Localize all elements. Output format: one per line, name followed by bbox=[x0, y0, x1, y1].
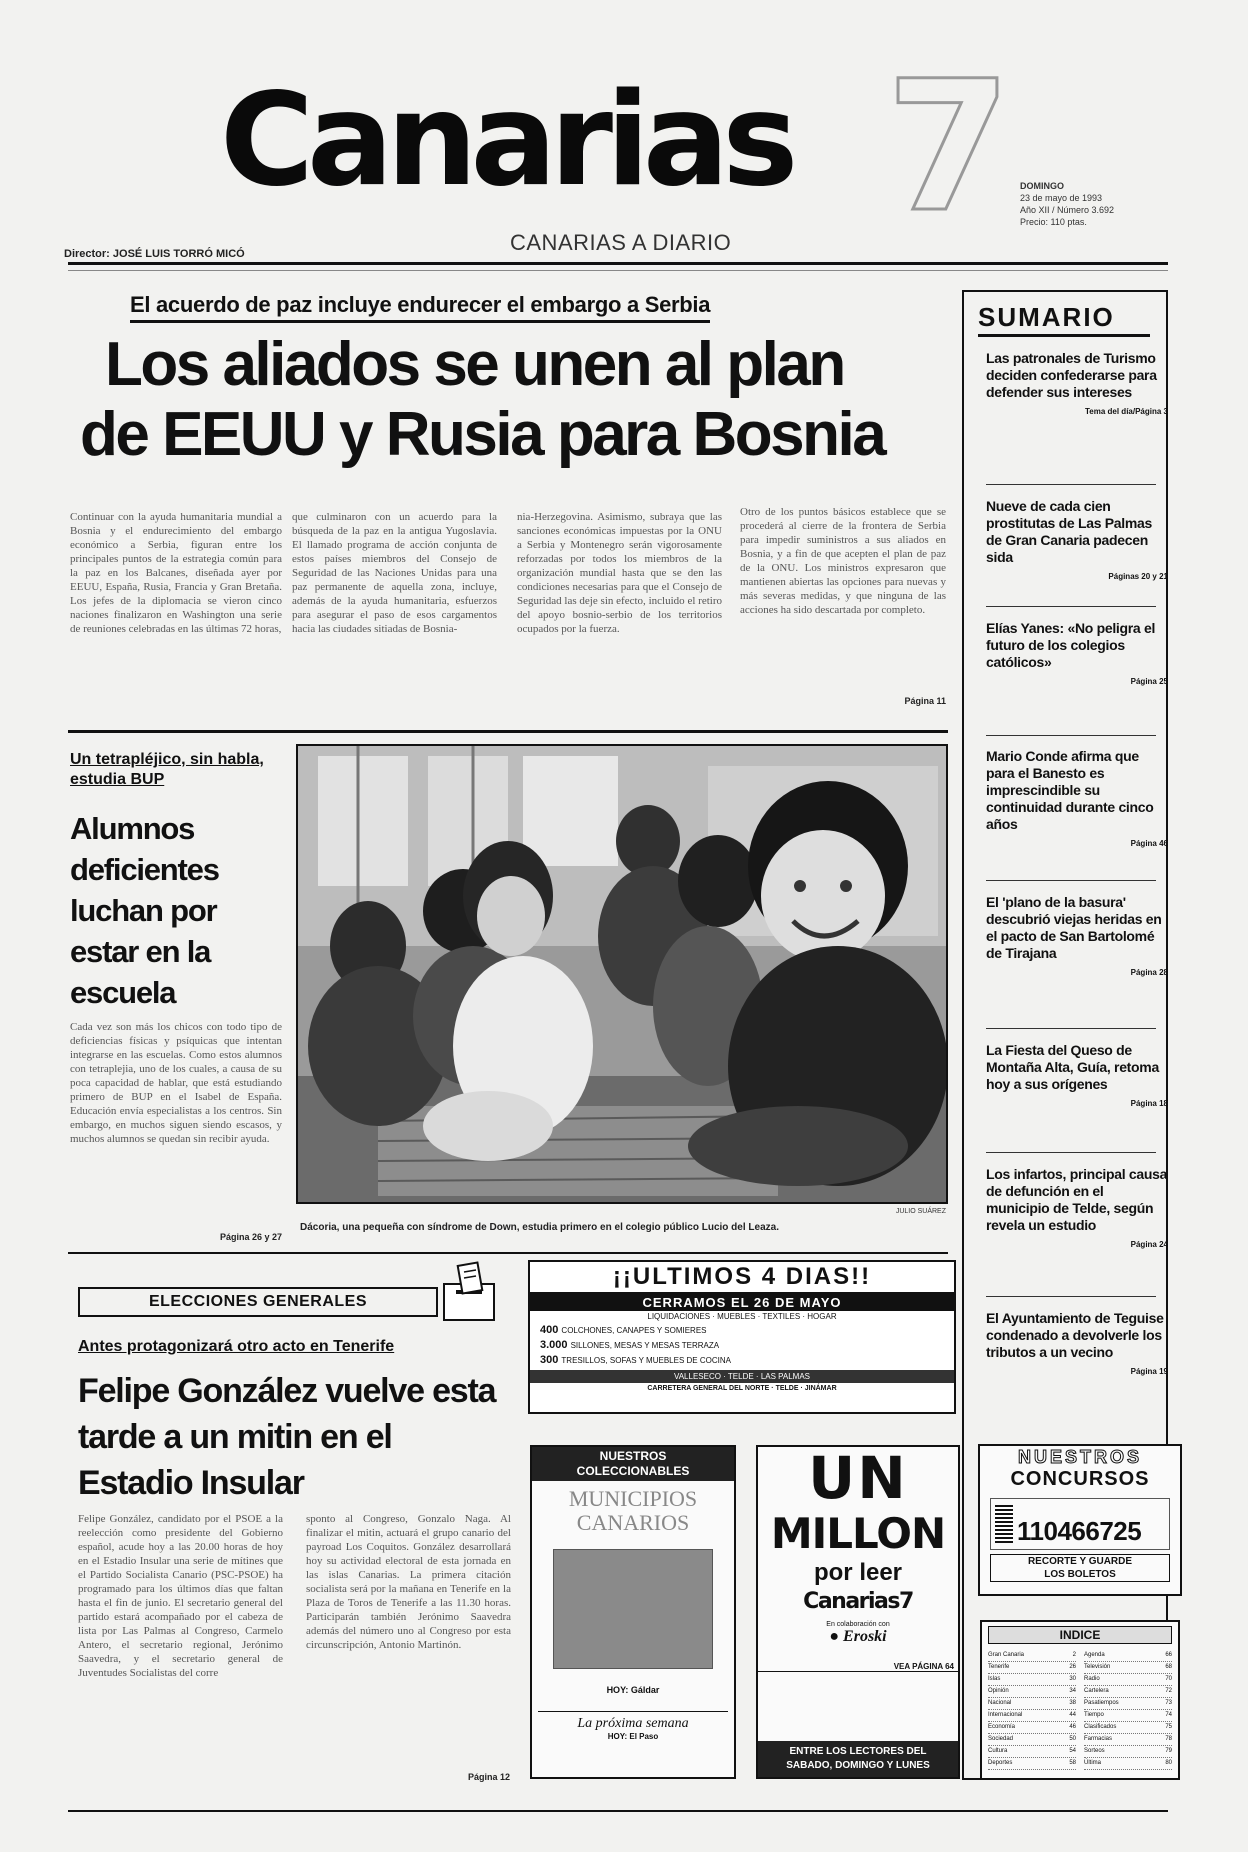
index-section: Deportes bbox=[988, 1760, 1013, 1766]
sale-line-5 bbox=[530, 1353, 954, 1368]
index-row[interactable] bbox=[988, 1650, 1076, 1662]
index-section: Cartelera bbox=[1084, 1688, 1109, 1694]
index-section: Farmacias bbox=[1084, 1736, 1113, 1742]
index-section: Sorteos bbox=[1084, 1748, 1105, 1754]
sumario-item-4[interactable] bbox=[986, 748, 1168, 848]
sumario-item-4-text: Mario Conde afirma que para el Banesto es imprescindible su continuidad durante cinco años bbox=[986, 748, 1154, 832]
index-section: Televisión bbox=[1084, 1664, 1111, 1670]
sumario-item-1[interactable] bbox=[986, 350, 1168, 416]
index-row[interactable] bbox=[1084, 1746, 1172, 1758]
collectibles-today: HOY: Gáldar bbox=[606, 1685, 660, 1695]
sumario-item-8-text: El Ayuntamiento de Teguise condenado a devolverle los tributos a un vecino bbox=[986, 1310, 1164, 1360]
million-line-3: por leer bbox=[813, 1559, 903, 1586]
sumario-separator bbox=[986, 606, 1156, 607]
school-kicker: Un tetrapléjico, sin habla, estudia BUP bbox=[70, 751, 264, 788]
school-bottom-rule bbox=[68, 1252, 948, 1254]
masthead-director: Director: JOSÉ LUIS TORRÓ MICÓ bbox=[64, 248, 245, 260]
million-collab: En colaboración con bbox=[826, 1621, 890, 1628]
collectibles-title-1: MUNICIPIOS bbox=[568, 1486, 698, 1511]
sale-advertisement bbox=[528, 1260, 956, 1414]
index-page: 54 bbox=[1069, 1748, 1076, 1754]
index-section: Pasatiempos bbox=[1084, 1700, 1119, 1706]
page-bottom-rule bbox=[68, 1810, 1168, 1812]
sale-line-5-number: 300 bbox=[540, 1354, 559, 1366]
million-sponsor-name: Eroski bbox=[843, 1628, 887, 1645]
sumario-item-2-text: Nueve de cada cien prostitutas de Las Palmas de Gran Canaria padecen sida bbox=[986, 498, 1153, 565]
sale-line-3 bbox=[530, 1323, 954, 1338]
photo-caption: Dácoria, una pequeña con síndrome de Down, estudia primero en el colegio público Lucio del Leaza. bbox=[300, 1222, 779, 1233]
lead-page-ref: Página 11 bbox=[904, 696, 946, 706]
sumario-item-3-ref: Página 25 bbox=[1130, 677, 1168, 686]
million-line-1: UN bbox=[808, 1444, 908, 1512]
elections-headline: Felipe González vuelve esta tarde a un mitin en el Estadio Insular bbox=[78, 1372, 496, 1502]
edition-price: Precio: 110 ptas. bbox=[1020, 217, 1087, 227]
collectibles-divider bbox=[538, 1711, 728, 1712]
sumario-item-8[interactable] bbox=[986, 1310, 1168, 1376]
index-page: 72 bbox=[1165, 1688, 1172, 1694]
sale-line-5-text: TRESILLOS, SOFAS Y MUEBLES DE COCINA bbox=[561, 1356, 731, 1365]
sumario-item-8-ref: Página 19 bbox=[1130, 1367, 1168, 1376]
million-page-ref: VEA PÁGINA 64 bbox=[758, 1662, 958, 1672]
collectibles-title-2: CANARIOS bbox=[576, 1510, 690, 1535]
index-row[interactable] bbox=[988, 1686, 1076, 1698]
masthead-title: Canarias bbox=[220, 66, 792, 215]
sumario-item-3-text: Elías Yanes: «No peligra el futuro de los colegios católicos» bbox=[986, 620, 1156, 670]
contests-code: 110466725 bbox=[1017, 1516, 1142, 1546]
million-line-2: MILLON bbox=[770, 1509, 946, 1558]
million-footer: ENTRE LOS LECTORES DEL SABADO, DOMINGO Y LUNES bbox=[758, 1741, 958, 1777]
lead-column-4: Otro de los puntos básicos establece que se procederá al cierre de la frontera de Serbia para impedir suministros a sus aliados en Bosnia, y a fin de que acepten el plan de paz de la ONU. Los ministros expresaron que mantienen abiertas las opciones para nuevas y más severas medidas, y que ninguna de las acciones ha sido descartada por completo. bbox=[740, 506, 946, 616]
sale-line-4-text: SILLONES, MESAS Y MESAS TERRAZA bbox=[570, 1341, 720, 1350]
sumario-separator bbox=[986, 1296, 1156, 1297]
index-page: 2 bbox=[1072, 1652, 1076, 1658]
index-title: INDICE bbox=[988, 1626, 1172, 1644]
edition-date: 23 de mayo de 1993 bbox=[1020, 193, 1103, 203]
index-page: 79 bbox=[1165, 1748, 1172, 1754]
index-page: 34 bbox=[1069, 1688, 1076, 1694]
index-section: Nacional bbox=[988, 1700, 1012, 1706]
lead-headline-line2: de EEUU y Rusia para Bosnia bbox=[80, 400, 885, 469]
index-page: 30 bbox=[1069, 1676, 1076, 1682]
sumario-separator bbox=[986, 880, 1156, 881]
contests-footer bbox=[990, 1554, 1170, 1582]
collectibles-header bbox=[532, 1447, 734, 1481]
edition-day: DOMINGO bbox=[1020, 181, 1064, 191]
sale-line-6: VALLESECO · TELDE · LAS PALMAS bbox=[530, 1370, 954, 1383]
sumario-separator bbox=[986, 484, 1156, 485]
sumario-item-3[interactable] bbox=[986, 620, 1168, 686]
index-section: Clasificados bbox=[1084, 1724, 1117, 1730]
sale-line-4-number: 3.000 bbox=[540, 1339, 568, 1351]
sumario-item-1-text: Las patronales de Turismo deciden confederarse para defender sus intereses bbox=[986, 350, 1157, 400]
sumario-item-6-text: La Fiesta del Queso de Montaña Alta, Guía, retoma hoy a sus orígenes bbox=[986, 1042, 1159, 1092]
collectibles-footer-2: HOY: El Paso bbox=[607, 1732, 659, 1741]
index-row[interactable] bbox=[988, 1710, 1076, 1722]
index-page: 70 bbox=[1165, 1676, 1172, 1682]
elections-column-1: Felipe González, candidato por el PSOE a la reelección como presidente del Gobierno español, acude hoy a las 20.00 horas de hoy en el Estadio Insular una serie de mítines que el Partido Socialista Canario (PSC-PSOE) ha programado para los últimos días que faltan hasta el fin de junio. El secretario general del partido estará acompañado por el cabeza de lista por Las Palmas al Congreso, Carmelo Antero, el secretario regional, Jerónimo Saavedra, y el secretario general de Juventudes Socialistas del corre bbox=[78, 1513, 283, 1679]
index-section: Radio bbox=[1084, 1676, 1100, 1682]
index-columns bbox=[988, 1650, 1172, 1770]
sale-line-3-number: 400 bbox=[540, 1324, 559, 1336]
contests-footer-line1: RECORTE Y GUARDE bbox=[1027, 1556, 1133, 1567]
index-section: Islas bbox=[988, 1676, 1001, 1682]
index-row[interactable] bbox=[1084, 1674, 1172, 1686]
sumario-item-7[interactable] bbox=[986, 1166, 1168, 1249]
elections-section-label: ELECCIONES GENERALES bbox=[78, 1287, 438, 1317]
sumario-separator bbox=[986, 1028, 1156, 1029]
collectibles-header-line2: COLECCIONABLES bbox=[576, 1464, 690, 1478]
school-page-ref: Página 26 y 27 bbox=[219, 1232, 282, 1242]
photo-credit: JULIO SUÁREZ bbox=[895, 1208, 946, 1215]
collectibles-footer: La próxima semana bbox=[577, 1716, 689, 1731]
sumario-item-4-ref: Página 46 bbox=[1130, 839, 1168, 848]
school-body: Cada vez son más los chicos con todo tipo de deficiencias físicas y psíquicas que intentan integrarse en las escuelas. Como estos alumnos con tetraplejia, uno de los cuales, a causa de su poca capacidad de hablar, que está estudiando primero de BUP en el Isabel de España. Educación envía especialistas a los centros. Sin embargo, en muchos siguen siendo escasos, y muchos alumnos se quedan sin recibir ayuda. bbox=[70, 1021, 282, 1145]
ballot-box-icon bbox=[440, 1260, 500, 1324]
index-page: 38 bbox=[1069, 1700, 1076, 1706]
index-page: 68 bbox=[1165, 1664, 1172, 1670]
lead-column-2: que culminaron con un acuerdo para la búsqueda de la paz en la antigua Yugoslavia. El llamado programa de acción conjunta de estos países miembros del Consejo de Seguridad de las Naciones Unidas para una paz permanente de aquella zona, incluye, además de la ayuda humanitaria, esfuerzos para asegurar el paso de esos cargamentos hacia las ciudades sitiadas de Bosnia- bbox=[292, 511, 497, 635]
sale-line-3-text: COLCHONES, CANAPES Y SOMIERES bbox=[561, 1326, 707, 1335]
index-row[interactable] bbox=[1084, 1698, 1172, 1710]
index-row[interactable] bbox=[988, 1734, 1076, 1746]
lead-column-1: Continuar con la ayuda humanitaria mundial a Bosnia y el endurecimiento del embargo económico a Serbia, figuran entre los principales puntos de la estrategia común para la paz en los Balcanes, diseñada ayer por EEUU, España, Rusia, Francia y Gran Bretaña. Los jefes de la diplomacia se vieron cinco naciones finalizaron en Washington una serie de reuniones celebradas en las últimas 72 horas, bbox=[70, 511, 282, 635]
index-column-left bbox=[988, 1650, 1076, 1770]
index-row[interactable] bbox=[1084, 1758, 1172, 1770]
index-row[interactable] bbox=[1084, 1662, 1172, 1674]
sumario-item-7-ref: Página 24 bbox=[1130, 1240, 1168, 1249]
school-photo bbox=[296, 744, 948, 1204]
lead-kicker: El acuerdo de paz incluye endurecer el embargo a Serbia bbox=[130, 290, 710, 323]
index-page: 66 bbox=[1165, 1652, 1172, 1658]
index-row[interactable] bbox=[1084, 1710, 1172, 1722]
sponsor-logo-icon: ● bbox=[829, 1628, 840, 1645]
collectibles-image bbox=[553, 1549, 713, 1669]
index-page: 78 bbox=[1165, 1736, 1172, 1742]
index-section: Cultura bbox=[988, 1748, 1008, 1754]
sumario-item-6[interactable] bbox=[986, 1042, 1168, 1108]
elections-page-ref: Página 12 bbox=[467, 1772, 510, 1782]
index-page: 50 bbox=[1069, 1736, 1076, 1742]
contests-footer-line2: LOS BOLETOS bbox=[1044, 1569, 1116, 1580]
index-row[interactable] bbox=[988, 1746, 1076, 1758]
index-row[interactable] bbox=[1084, 1722, 1172, 1734]
sale-headline: ¡¡ULTIMOS 4 DIAS!! bbox=[530, 1262, 954, 1294]
index-section: Última bbox=[1084, 1760, 1102, 1766]
million-sponsor bbox=[758, 1628, 958, 1646]
sumario-separator bbox=[986, 735, 1156, 736]
sale-line-1: CERRAMOS EL 26 DE MAYO bbox=[530, 1294, 954, 1311]
index-row[interactable] bbox=[988, 1758, 1076, 1770]
sumario-item-1-ref: Tema del día/Página 3 bbox=[1085, 407, 1168, 416]
school-headline: Alumnos deficientes luchan por estar en la escuela bbox=[70, 811, 219, 1010]
masthead-number: 7 bbox=[886, 43, 1012, 252]
masthead-tagline: CANARIAS A DIARIO bbox=[510, 230, 732, 255]
index-section: Gran Canaria bbox=[988, 1652, 1025, 1658]
index-page: 26 bbox=[1069, 1664, 1076, 1670]
sumario-item-6-ref: Página 18 bbox=[1130, 1099, 1168, 1108]
masthead-edition-info bbox=[1020, 180, 1180, 228]
index-section: Agenda bbox=[1084, 1652, 1105, 1658]
index-row[interactable] bbox=[1084, 1734, 1172, 1746]
index-section: Sociedad bbox=[988, 1736, 1014, 1742]
lead-column-3: nia-Herzegovina. Asimismo, subraya que las sanciones económicas impuestas por la ONU a Serbia y Montenegro serán vigorosamente reforzadas por todos los miembros de la organización mundial hasta que se den las condiciones necesarias para que el Consejo de Seguridad las deje sin efecto, incluido el retiro del apoyo bosnio-serbio de los territorios ocupados por la fuerza. bbox=[517, 511, 722, 635]
sumario-item-2-ref: Páginas 20 y 21 bbox=[1108, 572, 1168, 581]
sumario-item-2[interactable] bbox=[986, 498, 1168, 581]
index-page: 46 bbox=[1069, 1724, 1076, 1730]
sale-line-7: CARRETERA GENERAL DEL NORTE · TELDE · JINÁMAR bbox=[647, 1385, 837, 1392]
index-box bbox=[980, 1620, 1180, 1780]
index-page: 75 bbox=[1165, 1724, 1172, 1730]
index-row[interactable] bbox=[988, 1722, 1076, 1734]
edition-issue: Año XII / Número 3.692 bbox=[1020, 205, 1115, 215]
sumario-item-5-ref: Página 28 bbox=[1130, 968, 1168, 977]
contests-barcode bbox=[995, 1505, 1013, 1543]
index-page: 44 bbox=[1069, 1712, 1076, 1718]
index-page: 74 bbox=[1165, 1712, 1172, 1718]
sale-line-4 bbox=[530, 1338, 954, 1353]
index-section: Economía bbox=[988, 1724, 1016, 1730]
index-section: Tenerife bbox=[988, 1664, 1010, 1670]
elections-column-2: sponto al Congreso, Gonzalo Naga. Al finalizar el mitin, actuará el grupo canario del payroad Los Coquitos. González desarrollará hoy su actividad electoral de esta jornada en las islas Canarias. La primera citación socialista será por la mañana en Tenerife en la Plaza de Toros de Tenerife a las 11.30 horas. Participarán también Jerónimo Saavedra además del número uno al Congreso por esta circunscripción, Antonio Martinón. bbox=[306, 1513, 511, 1651]
sumario-separator bbox=[986, 1152, 1156, 1153]
index-row[interactable] bbox=[988, 1674, 1076, 1686]
index-page: 73 bbox=[1165, 1700, 1172, 1706]
index-page: 58 bbox=[1069, 1760, 1076, 1766]
masthead-rule bbox=[68, 262, 1168, 265]
sumario-item-5-text: El 'plano de la basura' descubrió viejas heridas en el pacto de San Bartolomé de Tirajana bbox=[986, 894, 1162, 961]
index-row[interactable] bbox=[988, 1698, 1076, 1710]
contests-header-line2: CONCURSOS bbox=[1010, 1468, 1150, 1490]
lead-headline-line1: Los aliados se unen al plan bbox=[105, 330, 844, 399]
collectibles-advertisement bbox=[530, 1445, 736, 1779]
index-page: 80 bbox=[1165, 1760, 1172, 1766]
sale-line-2: LIQUIDACIONES · MUEBLES · TEXTILES · HOGAR bbox=[647, 1312, 837, 1321]
sumario-title: SUMARIO bbox=[978, 300, 1150, 337]
elections-kicker: Antes protagonizará otro acto en Tenerife bbox=[78, 1338, 395, 1355]
masthead-rule-thin bbox=[68, 270, 1168, 271]
masthead bbox=[60, 20, 1190, 270]
collectibles-header-line1: NUESTROS bbox=[599, 1449, 667, 1463]
sumario-item-5[interactable] bbox=[986, 894, 1168, 977]
sumario-item-7-text: Los infartos, principal causa de defunción en el municipio de Telde, según revela un estudio bbox=[986, 1166, 1168, 1233]
index-row[interactable] bbox=[988, 1662, 1076, 1674]
index-row[interactable] bbox=[1084, 1686, 1172, 1698]
contests-ticket bbox=[990, 1498, 1170, 1550]
index-section: Tiempo bbox=[1084, 1712, 1104, 1718]
million-advertisement bbox=[756, 1445, 960, 1779]
lead-bottom-rule bbox=[68, 730, 948, 733]
contests-header-line1: NUESTROS bbox=[1017, 1447, 1142, 1467]
index-section: Opinión bbox=[988, 1688, 1009, 1694]
index-section: Internacional bbox=[988, 1712, 1023, 1718]
index-row[interactable] bbox=[1084, 1650, 1172, 1662]
million-brand: Canarias7 bbox=[803, 1589, 913, 1614]
index-column-right bbox=[1084, 1650, 1172, 1770]
contests-box bbox=[978, 1444, 1182, 1596]
